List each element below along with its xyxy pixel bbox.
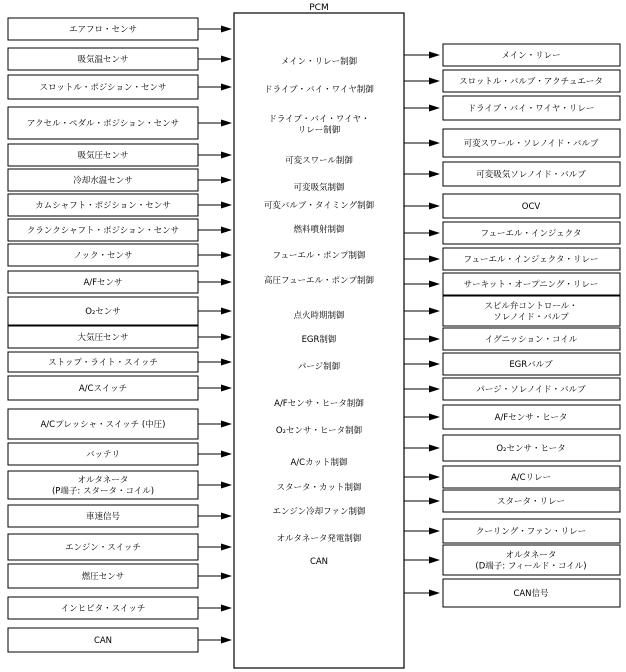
- output-signal-label: ソレノイド・バルブ: [493, 312, 569, 323]
- output-arrow: [404, 445, 440, 452]
- output-arrow: [404, 386, 440, 393]
- input-arrow: [198, 385, 232, 392]
- output-signal-item: [404, 353, 620, 375]
- output-signal-label: ドライブ・バイ・ワイヤ・リレー: [467, 104, 595, 114]
- pcm-function-label: 可変スワール制御: [285, 156, 353, 166]
- input-signal-label: 冷却水温センサ: [73, 176, 133, 186]
- output-signal-label: CAN信号: [513, 589, 549, 599]
- pcm-function-label: 高圧フューエル・ポンプ制御: [263, 276, 375, 286]
- output-signal-item: [404, 96, 620, 120]
- output-arrow: [404, 52, 440, 59]
- input-arrow: [198, 334, 232, 341]
- pcm-function-label: 点火時期制御: [293, 311, 345, 321]
- input-arrow: [198, 544, 232, 551]
- output-signal-label: パージ・ソレノイド・バルブ: [476, 385, 586, 395]
- output-signal-label: オルタネータ: [505, 550, 557, 561]
- input-signal-label: (P端子: スタータ・コイル): [51, 486, 155, 497]
- input-signal-item: [8, 471, 232, 499]
- input-signal-item: [8, 597, 232, 619]
- input-signal-item: [8, 75, 232, 99]
- pcm-function-label: A/Cカット制御: [290, 458, 348, 468]
- input-arrow: [198, 637, 232, 644]
- output-signal-label: (D端子: フィールド・コイル): [475, 561, 587, 572]
- output-signal-label: A/Cリレー: [510, 473, 552, 483]
- pcm-function-label: オルタネータ発電制御: [276, 534, 362, 544]
- input-signal-label: 吸気温センサ: [77, 55, 129, 65]
- pcm-function-label: 燃料噴射制御: [293, 225, 345, 235]
- input-signal-label: カムシャフト・ポジション・センサ: [35, 201, 171, 211]
- input-arrow: [198, 202, 232, 209]
- input-signal-item: [8, 564, 232, 588]
- pcm-function-label: O₂センサ・ヒータ制御: [275, 426, 363, 436]
- output-signal-item: [404, 490, 620, 512]
- output-signal-item: [404, 519, 620, 543]
- input-signal-label: A/Cスイッチ: [78, 384, 128, 394]
- output-signal-label: O₂センサ・ヒータ: [496, 444, 566, 454]
- output-signal-label: イグニッション・コイル: [484, 335, 578, 345]
- output-arrow: [404, 361, 440, 368]
- input-arrow: [198, 482, 232, 489]
- input-arrow: [198, 573, 232, 580]
- input-signal-item: [8, 376, 232, 400]
- pcm-function-label: パージ制御: [297, 362, 341, 372]
- input-signal-item: [8, 107, 232, 139]
- output-signal-item: [404, 579, 620, 607]
- input-arrow: [198, 26, 232, 33]
- output-arrow: [404, 414, 440, 421]
- output-signal-label: サーキット・オープニング・リレー: [463, 280, 599, 290]
- input-arrow: [198, 56, 232, 63]
- output-arrow: [404, 336, 440, 343]
- input-signal-label: 燃圧センサ: [81, 572, 125, 582]
- input-signal-item: [8, 244, 232, 266]
- input-arrow: [198, 605, 232, 612]
- pcm-function-label: ドライブ・バイ・ワイヤ・: [268, 114, 370, 125]
- output-signal-label: OCV: [521, 202, 541, 212]
- input-signal-label: 吸気圧センサ: [77, 151, 129, 161]
- pcm-function-label: メイン・リレー制御: [280, 57, 358, 67]
- output-signal-label: スロットル・バルブ・アクチュエータ: [459, 77, 603, 87]
- input-signal-label: エンジン・スイッチ: [65, 543, 141, 553]
- input-signal-label: バッテリ: [85, 450, 121, 460]
- output-signal-label: 可変スワール・ソレノイド・バルブ: [463, 139, 599, 149]
- output-signal-label: フューエル・インジェクタ・リレー: [463, 255, 599, 265]
- output-arrow: [404, 171, 440, 178]
- input-arrow: [198, 152, 232, 159]
- output-arrow: [404, 308, 440, 315]
- input-arrow: [198, 421, 232, 428]
- output-signal-label: スピル弁コントロール・: [484, 301, 578, 312]
- pcm-function-label: リレー制御: [297, 125, 341, 136]
- input-signal-item: [8, 443, 232, 465]
- input-signal-label: スロットル・ポジション・センサ: [39, 83, 167, 93]
- pcm-function-label: フューエル・ポンプ制御: [272, 251, 366, 261]
- output-signal-label: フューエル・インジェクタ: [480, 229, 582, 239]
- input-signal-label: 車速信号: [85, 512, 121, 522]
- output-arrow: [404, 203, 440, 210]
- input-arrow: [198, 227, 232, 234]
- input-signal-label: CAN: [93, 636, 113, 646]
- input-signal-label: クランクシャフト・ポジション・センサ: [26, 226, 180, 236]
- output-signal-item: [404, 70, 620, 92]
- input-signal-label: O₂センサ: [85, 307, 121, 317]
- output-arrow: [404, 474, 440, 481]
- input-arrow: [198, 451, 232, 458]
- input-signal-label: A/Cプレッシャ・スイッチ (中圧): [40, 420, 166, 430]
- output-signal-item: [404, 466, 620, 488]
- input-signal-item: [8, 144, 232, 166]
- input-arrow: [198, 252, 232, 259]
- input-signal-label: A/Fセンサ: [83, 278, 123, 288]
- output-signal-label: スタータ・リレー: [496, 497, 566, 507]
- output-signal-item: [404, 44, 620, 66]
- input-signal-item: [8, 628, 232, 652]
- pcm-function-label: ドライブ・バイ・ワイヤ制御: [264, 85, 374, 95]
- output-signal-item: [404, 222, 620, 244]
- output-arrow: [404, 557, 440, 564]
- output-signal-item: [404, 129, 620, 157]
- input-signal-label: インヒビタ・スイッチ: [60, 604, 146, 614]
- input-signal-item: [8, 326, 232, 348]
- input-signal-item: [8, 48, 232, 70]
- output-arrow: [404, 498, 440, 505]
- input-arrow: [198, 308, 232, 315]
- pcm-title: PCM: [309, 3, 329, 13]
- input-arrow: [198, 359, 232, 366]
- input-signal-item: [8, 505, 232, 527]
- output-signal-item: [404, 194, 620, 218]
- input-arrow: [198, 120, 232, 127]
- output-signal-item: [404, 378, 620, 400]
- output-signal-item: [404, 162, 620, 186]
- pcm-function-label: エンジン冷却ファン制御: [272, 507, 366, 517]
- input-signal-item: [8, 18, 232, 40]
- output-arrow: [404, 590, 440, 597]
- output-signal-label: クーリング・ファン・リレー: [475, 527, 587, 537]
- pcm-function-label: 可変吸気制御: [293, 183, 345, 193]
- input-signal-label: ストップ・ライト・スイッチ: [48, 358, 158, 368]
- pcm-function-label: 可変バルブ・タイミング制御: [263, 201, 375, 211]
- input-arrow: [198, 177, 232, 184]
- input-signal-label: 大気圧センサ: [77, 333, 129, 343]
- output-signal-label: A/Fセンサ・ヒータ: [494, 413, 568, 423]
- output-signal-item: [404, 248, 620, 270]
- output-arrow: [404, 140, 440, 147]
- input-signal-label: エアフロ・センサ: [68, 25, 138, 35]
- input-signal-item: [8, 352, 232, 372]
- pcm-function-label: EGR制御: [301, 335, 337, 345]
- output-signal-label: 可変吸気ソレノイド・バルブ: [476, 170, 586, 180]
- output-signal-item: [404, 296, 620, 326]
- output-signal-label: メイン・リレー: [501, 51, 561, 61]
- output-signal-item: [404, 545, 620, 575]
- output-arrow: [404, 256, 440, 263]
- input-signal-item: [8, 297, 232, 325]
- output-signal-item: [404, 273, 620, 295]
- input-arrow: [198, 513, 232, 520]
- input-signal-item: [8, 409, 232, 439]
- output-signal-label: EGRバルブ: [509, 360, 553, 370]
- output-arrow: [404, 78, 440, 85]
- input-signal-item: [8, 271, 232, 293]
- output-signal-item: [404, 405, 620, 429]
- input-signal-item: [8, 194, 232, 216]
- input-signal-item: [8, 169, 232, 191]
- input-signal-label: ノック・センサ: [73, 251, 133, 261]
- input-signal-label: オルタネータ: [77, 475, 129, 486]
- input-signal-item: [8, 219, 232, 241]
- pcm-function-label: スタータ・カット制御: [276, 483, 362, 493]
- output-signal-item: [404, 328, 620, 350]
- pcm-function-label: A/Fセンサ・ヒータ制御: [274, 399, 364, 409]
- output-arrow: [404, 230, 440, 237]
- input-signal-item: [8, 534, 232, 560]
- output-arrow: [404, 281, 440, 288]
- input-arrow: [198, 279, 232, 286]
- input-signal-label: アクセル・ペダル・ポジション・センサ: [26, 119, 180, 129]
- output-signal-item: [404, 435, 620, 461]
- output-arrow: [404, 105, 440, 112]
- pcm-function-label: CAN: [309, 557, 329, 567]
- input-arrow: [198, 84, 232, 91]
- output-arrow: [404, 528, 440, 535]
